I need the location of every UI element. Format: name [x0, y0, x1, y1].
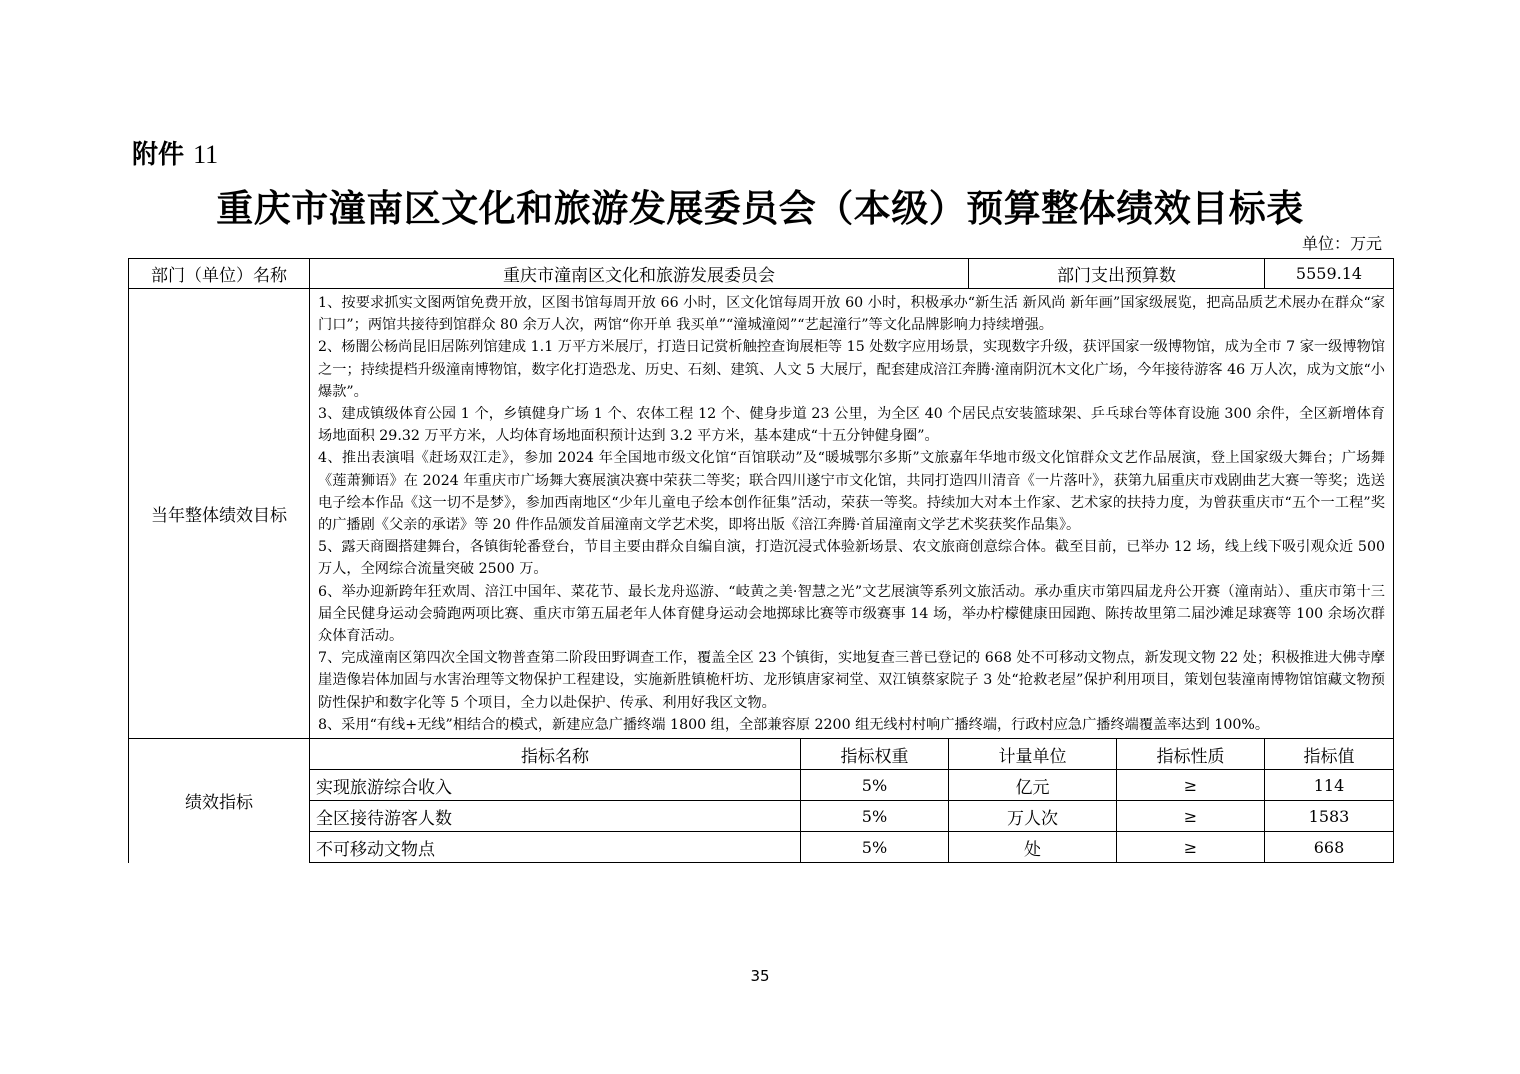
indicator-weight: 5% [801, 832, 949, 863]
attachment-number: 11 [193, 140, 219, 169]
attachment-label-text: 附件 [132, 140, 185, 170]
indicator-header-row [129, 739, 1394, 770]
table-row [129, 832, 1394, 863]
dept-budget-label: 部门支出预算数 [969, 259, 1265, 289]
indicator-nature: ≥ [1117, 832, 1265, 863]
indicator-value: 668 [1265, 832, 1394, 863]
table-row [129, 801, 1394, 832]
goal-item: 6、举办迎新跨年狂欢周、涪江中国年、菜花节、最长龙舟巡游、“岐黄之美·智慧之光”文艺展演等系列文旅活动。承办重庆市第四届龙舟公开赛（潼南站）、重庆市第十三届全民健身运动会骑跑两项比赛、重庆市第五届老年人体育健身运动会地掷球比赛等市级赛事 14 场，举办柠檬健康田园跑、陈抟故里第二届沙滩足球赛等 100 余场次群众体育活动。 [318, 583, 1385, 645]
document-title: 重庆市潼南区文化和旅游发展委员会（本级）预算整体绩效目标表 [216, 186, 1304, 230]
annual-goal-label: 当年整体绩效目标 [129, 289, 310, 739]
performance-target-table [128, 258, 1394, 863]
unit-label: 单位：万元 [1301, 234, 1382, 253]
indicator-unit: 亿元 [949, 770, 1117, 801]
indicator-unit: 处 [949, 832, 1117, 863]
goal-item: 3、建成镇级体育公园 1 个，乡镇健身广场 1 个、农体工程 12 个、健身步道 23 公里，为全区 40 个居民点安装篮球架、乒乓球台等体育设施 300 余件，全区新增体育场地面积 29.32 万平方米，人均体育场地面积预计达到 3.2 平方米，基本建成“十五分钟健身圈”。 [318, 406, 1385, 445]
annual-goal-content [310, 289, 1394, 739]
goal-item: 2、杨闇公杨尚昆旧居陈列馆建成 1.1 万平方米展厅，打造日记赏析触控查询展柜等 15 处数字应用场景，实现数字升级，获评国家一级博物馆，成为全市 7 家一级博物馆之一；持续提档升级潼南博物馆，数字化打造恐龙、历史、石刻、建筑、人文 5 大展厅，配套建成涪江奔腾·潼南阴沉木文化广场，今年接待游客 46 万人次，成为文旅“小爆款”。 [318, 339, 1385, 400]
goal-item: 4、推出表演唱《赶场双江走》，参加 2024 年全国地市级文化馆“百馆联动”及“暖城鄂尔多斯”文旅嘉年华地市级文化馆群众文艺作品展演，登上国家级大舞台；广场舞《莲萧狮语》在 2024 年重庆市广场舞大赛展演决赛中荣获二等奖；联合四川遂宁市文化馆，共同打造四川清音《一片落叶》，获第九届重庆市戏剧曲艺大赛一等奖；选送电子绘本作品《这一切不是梦》，参加西南地区“少年儿童电子绘本创作征集”活动，荣获一等奖。持续加大对本土作家、艺术家的扶持力度，为曾获重庆市“五个一工程”奖的广播剧《父亲的承诺》等 20 件作品颁发首届潼南文学艺术奖，即将出版《涪江奔腾·首届潼南文学艺术奖获奖作品集》。 [318, 450, 1385, 534]
indicator-name: 全区接待游客人数 [310, 801, 801, 832]
dept-name-value: 重庆市潼南区文化和旅游发展委员会 [310, 259, 969, 289]
indicator-nature: ≥ [1117, 801, 1265, 832]
indicator-nature: ≥ [1117, 770, 1265, 801]
page-number: 35 [750, 967, 770, 985]
indicator-value: 1583 [1265, 801, 1394, 832]
indicator-header-name: 指标名称 [310, 739, 801, 770]
indicator-name: 实现旅游综合收入 [310, 770, 801, 801]
table-row [129, 770, 1394, 801]
indicator-weight: 5% [801, 770, 949, 801]
indicator-header-nature: 指标性质 [1117, 739, 1265, 770]
indicator-name: 不可移动文物点 [310, 832, 801, 863]
attachment-label [132, 134, 218, 171]
indicator-header-weight: 指标权重 [801, 739, 949, 770]
indicator-unit: 万人次 [949, 801, 1117, 832]
indicators-label: 绩效指标 [129, 739, 310, 863]
dept-budget-value: 5559.14 [1265, 259, 1394, 289]
indicator-header-value: 指标值 [1265, 739, 1394, 770]
indicator-value: 114 [1265, 770, 1394, 801]
dept-name-label: 部门（单位）名称 [129, 259, 310, 289]
goal-item: 7、完成潼南区第四次全国文物普查第二阶段田野调查工作，覆盖全区 23 个镇街，实地复查三普已登记的 668 处不可移动文物点，新发现文物 22 处；积极推进大佛寺摩崖造像岩体加固与水害治理等文物保护工程建设，实施新胜镇桅杆坊、龙形镇唐家祠堂、双江镇蔡家院子 3 处“抢救老屋”保护利用项目，策划包装潼南博物馆馆藏文物预防性保护和数字化等 5 个项目，全力以赴保护、传承、利用好我区文物。 [318, 650, 1385, 711]
annual-goal-row [129, 289, 1394, 739]
goal-item: 8、采用“有线+无线”相结合的模式，新建应急广播终端 1800 组，全部兼容原 2200 组无线村村响广播终端，行政村应急广播终端覆盖率达到 100%。 [318, 716, 1270, 733]
goal-item: 5、露天商圈搭建舞台，各镇街轮番登台，节目主要由群众自编自演，打造沉浸式体验新场景、农文旅商创意综合体。截至目前，已举办 12 场，线上线下吸引观众近 500 万人，全网综合流量突破 2500 万。 [318, 539, 1385, 578]
indicator-weight: 5% [801, 801, 949, 832]
dept-row [129, 259, 1394, 289]
indicator-header-unit: 计量单位 [949, 739, 1117, 770]
goal-item: 1、按要求抓实文图两馆免费开放，区图书馆每周开放 66 小时，区文化馆每周开放 60 小时，积极承办“新生活 新风尚 新年画”国家级展览，把高品质艺术展办在群众“家门口”；两馆共接待到馆群众 80 余万人次，两馆“你开单 我买单”“潼城潼阅”“艺起潼行”等文化品牌影响力持续增强。 [318, 295, 1385, 334]
